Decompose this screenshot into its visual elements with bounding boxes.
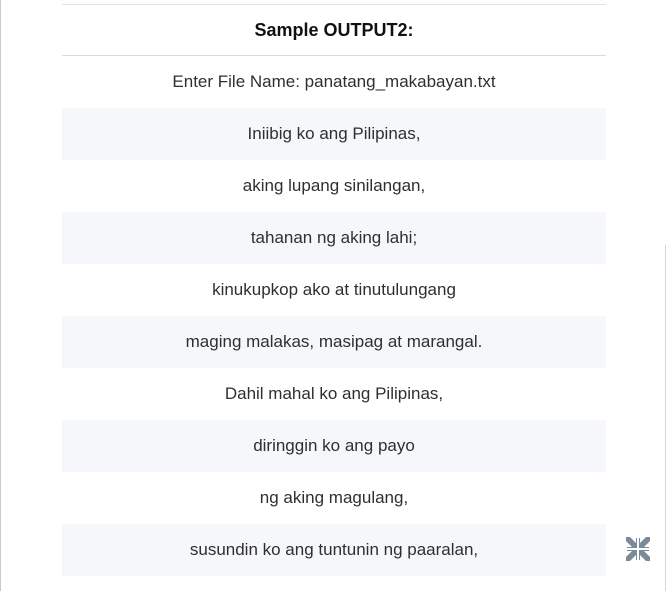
table-row (62, 524, 606, 576)
row-text: Iniibig ko ang Pilipinas, (247, 124, 421, 143)
table-row (62, 316, 606, 368)
table-row (62, 368, 606, 420)
row-text: Dahil mahal ko ang Pilipinas, (224, 384, 444, 403)
table-row (62, 472, 606, 524)
table-row (62, 160, 606, 212)
left-divider (0, 0, 1, 591)
sample-output-table (62, 4, 606, 576)
table-row (62, 212, 606, 264)
right-scroll-edge (665, 245, 666, 591)
row-text: susundin ko ang tuntunin ng paaralan, (189, 540, 479, 559)
row-text: aking lupang sinilangan, (242, 176, 426, 195)
row-text: maging malakas, masipag at marangal. (185, 332, 483, 351)
collapse-button[interactable] (621, 532, 655, 566)
row-text: tahanan ng aking lahi; (250, 228, 418, 247)
table-row (62, 108, 606, 160)
table-header: Sample OUTPUT2: (62, 4, 606, 56)
collapse-arrows-icon (623, 534, 653, 564)
row-text: diringgin ko ang payo (253, 436, 415, 455)
row-text: kinukupkop ako at tinutulungang (212, 280, 456, 299)
table-row (62, 56, 606, 108)
row-text: Enter File Name: panatang_makabayan.txt (172, 72, 496, 91)
table-row (62, 420, 606, 472)
table-row (62, 264, 606, 316)
row-text: ng aking magulang, (259, 488, 409, 507)
